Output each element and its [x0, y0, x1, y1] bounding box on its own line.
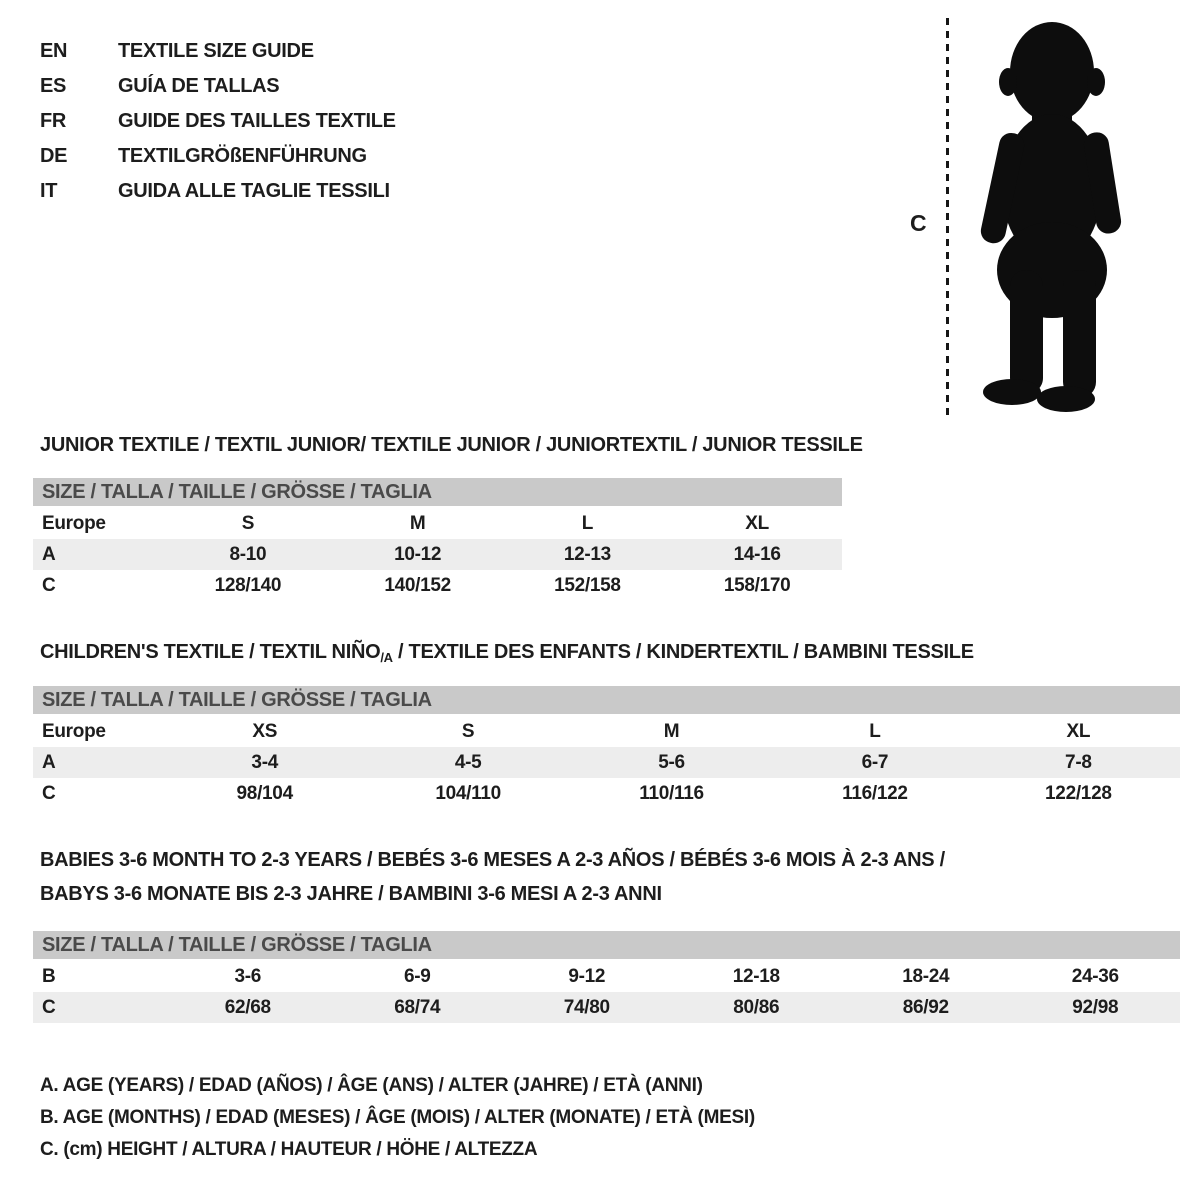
table-row-age-months — [33, 961, 1180, 992]
age-cell: 18-24 — [902, 965, 950, 987]
age-cell: 3-6 — [234, 965, 262, 987]
height-cell: 158/170 — [723, 574, 791, 596]
age-cell: 10-12 — [394, 543, 442, 565]
language-code: FR — [40, 110, 67, 132]
section-junior-heading: JUNIOR TEXTILE / TEXTIL JUNIOR/ TEXTILE JUNIOR / JUNIORTEXTIL / JUNIOR TESSILE — [40, 434, 863, 456]
height-c-label: C — [910, 210, 927, 236]
size-cell: M — [663, 720, 680, 742]
language-row — [40, 104, 396, 139]
height-cell: 74/80 — [563, 996, 610, 1018]
size-header-bar: SIZE / TALLA / TAILLE / GRÖSSE / TAGLIA — [33, 931, 1180, 961]
language-code: EN — [40, 40, 68, 62]
language-row — [40, 139, 396, 174]
size-cell: XL — [745, 512, 769, 534]
table-row-height — [33, 778, 1180, 809]
size-header-bar: SIZE / TALLA / TAILLE / GRÖSSE / TAGLIA — [33, 478, 842, 508]
age-cell: 8-10 — [229, 543, 267, 565]
age-cell: 7-8 — [1065, 751, 1092, 773]
table-row-height — [33, 992, 1180, 1023]
heading-subscript: /A — [380, 650, 393, 665]
age-cell: 6-7 — [861, 751, 889, 773]
age-cell: 12-13 — [563, 543, 611, 565]
height-cell: 92/98 — [1072, 996, 1119, 1018]
row-label: Europe — [42, 512, 106, 534]
size-cell: L — [869, 720, 881, 742]
language-row — [40, 174, 396, 209]
height-cell: 122/128 — [1045, 782, 1112, 804]
heading-text: CHILDREN'S TEXTILE / TEXTIL NIÑO — [40, 641, 381, 663]
size-cell: XL — [1066, 720, 1091, 742]
legend — [40, 1070, 755, 1166]
language-row — [40, 69, 396, 104]
age-cell: 12-18 — [732, 965, 780, 987]
section-junior — [33, 434, 863, 601]
age-cell: 4-5 — [454, 751, 482, 773]
row-label: C — [42, 996, 56, 1018]
table-row-height — [33, 570, 842, 601]
section-babies-heading-line2: BABYS 3-6 MONATE BIS 2-3 JAHRE / BAMBINI 3-6 MESI A 2-3 ANNI — [40, 883, 662, 905]
height-cell: 128/140 — [214, 574, 282, 596]
height-cell: 116/122 — [842, 782, 908, 804]
row-label: Europe — [42, 720, 106, 742]
age-cell: 5-6 — [658, 751, 685, 773]
height-cell: 86/92 — [902, 996, 949, 1018]
language-code: ES — [40, 75, 67, 97]
language-guide-list — [40, 34, 396, 209]
language-label: TEXTILE SIZE GUIDE — [118, 40, 314, 62]
row-label: A — [42, 751, 56, 773]
height-cell: 140/152 — [384, 574, 451, 596]
size-cell: S — [461, 720, 475, 742]
language-code: IT — [40, 180, 58, 202]
row-label: C — [42, 574, 56, 596]
language-label: TEXTILGRÖßENFÜHRUNG — [118, 145, 367, 167]
size-cell: M — [409, 512, 426, 534]
height-cell: 152/158 — [554, 574, 621, 596]
legend-line-a: A. AGE (YEARS) / EDAD (AÑOS) / ÂGE (ANS) / ALTER (JAHRE) / ETÀ (ANNI) — [40, 1075, 703, 1096]
height-cell: 110/116 — [639, 782, 704, 804]
size-cell: L — [581, 512, 594, 534]
toddler-silhouette — [964, 18, 1140, 416]
table-row-age — [33, 539, 842, 570]
age-cell: 14-16 — [733, 543, 781, 565]
language-label: GUIDE DES TAILLES TEXTILE — [118, 110, 396, 132]
section-babies-heading-line1: BABIES 3-6 MONTH TO 2-3 YEARS / BEBÉS 3-6 MESES A 2-3 AÑOS / BÉBÉS 3-6 MOIS À 2-3 ANS / — [40, 849, 945, 871]
section-children-heading — [33, 641, 1180, 665]
language-label: GUIDA ALLE TAGLIE TESSILI — [118, 180, 390, 202]
section-babies — [33, 849, 1180, 1023]
language-code: DE — [40, 145, 68, 167]
height-cell: 68/74 — [394, 996, 441, 1018]
language-row — [40, 34, 396, 69]
row-label: A — [42, 543, 56, 565]
table-row-age — [33, 747, 1180, 778]
age-cell: 24-36 — [1071, 965, 1119, 987]
height-cell: 104/110 — [435, 782, 501, 804]
height-cell: 80/86 — [733, 996, 780, 1018]
language-label: GUÍA DE TALLAS — [118, 75, 280, 97]
legend-line-b: B. AGE (MONTHS) / EDAD (MESES) / ÂGE (MOIS) / ALTER (MONATE) / ETÀ (MESI) — [40, 1107, 755, 1128]
row-label: B — [42, 965, 56, 987]
age-cell: 3-4 — [251, 751, 278, 773]
size-cell: S — [241, 512, 255, 534]
height-cell: 62/68 — [224, 996, 271, 1018]
height-dashed-line — [946, 18, 949, 416]
table-row-europe — [33, 716, 1180, 747]
age-cell: 9-12 — [568, 965, 606, 987]
size-cell: XS — [252, 720, 278, 742]
height-cell: 98/104 — [236, 782, 293, 804]
heading-text: / TEXTILE DES ENFANTS / KINDERTEXTIL / BAMBINI TESSILE — [392, 641, 974, 663]
size-header-bar: SIZE / TALLA / TAILLE / GRÖSSE / TAGLIA — [33, 686, 1180, 716]
age-cell: 6-9 — [403, 965, 431, 987]
legend-line-c: C. (cm) HEIGHT / ALTURA / HAUTEUR / HÖHE / ALTEZZA — [40, 1139, 538, 1160]
table-row-europe — [33, 508, 842, 539]
section-children — [33, 641, 1180, 809]
row-label: C — [42, 782, 56, 804]
